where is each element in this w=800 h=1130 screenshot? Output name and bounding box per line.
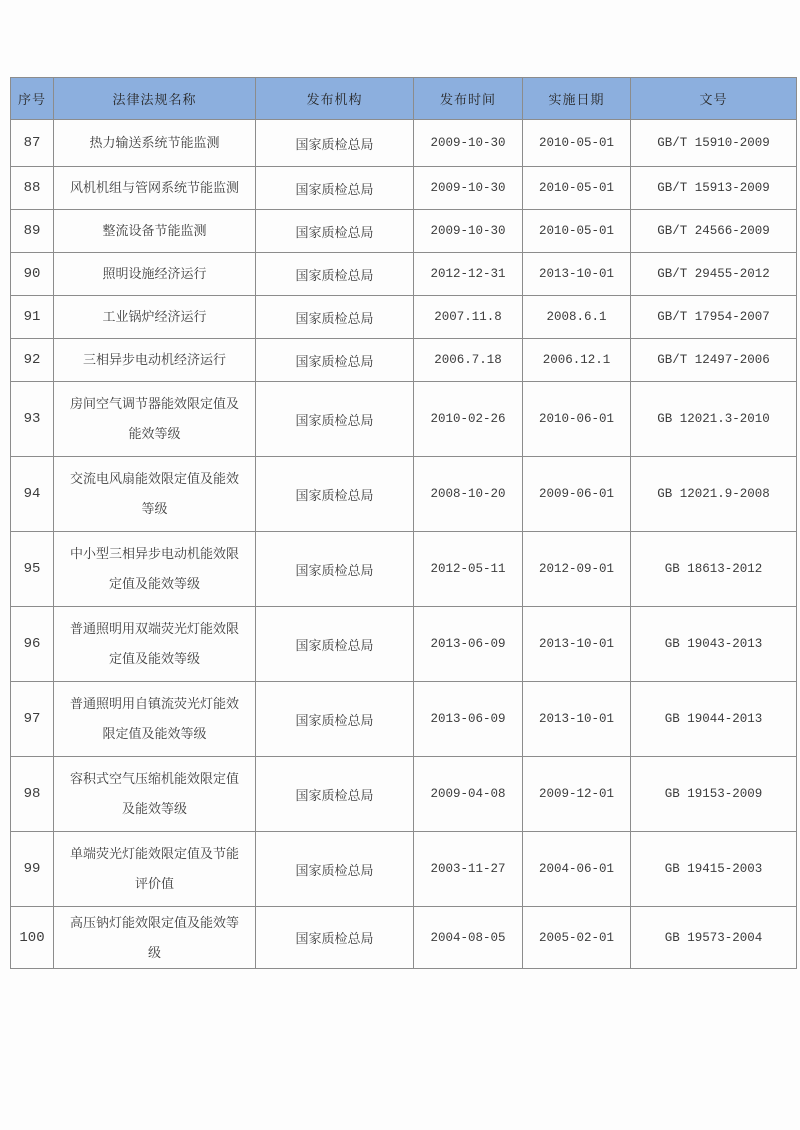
cell-impl_date: 2009-12-01 xyxy=(523,757,631,832)
cell-doc_no: GB/T 15910-2009 xyxy=(631,120,797,167)
cell-seq: 94 xyxy=(11,457,54,532)
table-row xyxy=(11,757,797,832)
cell-agency: 国家质检总局 xyxy=(256,757,414,832)
cell-name: 风机机组与管网系统节能监测 xyxy=(54,167,256,210)
cell-impl_date: 2013-10-01 xyxy=(523,682,631,757)
cell-impl_date: 2009-06-01 xyxy=(523,457,631,532)
cell-doc_no: GB 12021.9-2008 xyxy=(631,457,797,532)
table-row xyxy=(11,682,797,757)
cell-seq: 100 xyxy=(11,907,54,969)
cell-doc_no: GB 19573-2004 xyxy=(631,907,797,969)
cell-name: 普通照明用自镇流荧光灯能效限定值及能效等级 xyxy=(54,682,256,757)
cell-name: 工业锅炉经济运行 xyxy=(54,296,256,339)
cell-agency: 国家质检总局 xyxy=(256,296,414,339)
table-row xyxy=(11,339,797,382)
table-row xyxy=(11,253,797,296)
cell-name: 房间空气调节器能效限定值及能效等级 xyxy=(54,382,256,457)
cell-agency: 国家质检总局 xyxy=(256,682,414,757)
table-row xyxy=(11,832,797,907)
cell-doc_no: GB 19415-2003 xyxy=(631,832,797,907)
cell-name: 单端荧光灯能效限定值及节能评价值 xyxy=(54,832,256,907)
cell-seq: 87 xyxy=(11,120,54,167)
cell-impl_date: 2005-02-01 xyxy=(523,907,631,969)
table-row xyxy=(11,210,797,253)
column-header-pub_date: 发布时间 xyxy=(414,78,523,120)
cell-agency: 国家质检总局 xyxy=(256,907,414,969)
cell-doc_no: GB/T 17954-2007 xyxy=(631,296,797,339)
cell-pub_date: 2009-10-30 xyxy=(414,167,523,210)
regulations-table xyxy=(10,77,797,969)
cell-seq: 93 xyxy=(11,382,54,457)
cell-seq: 92 xyxy=(11,339,54,382)
cell-pub_date: 2009-10-30 xyxy=(414,210,523,253)
column-header-impl_date: 实施日期 xyxy=(523,78,631,120)
table-body xyxy=(11,120,797,969)
cell-agency: 国家质检总局 xyxy=(256,339,414,382)
cell-name: 三相异步电动机经济运行 xyxy=(54,339,256,382)
cell-name: 照明设施经济运行 xyxy=(54,253,256,296)
cell-agency: 国家质检总局 xyxy=(256,832,414,907)
cell-name: 容积式空气压缩机能效限定值及能效等级 xyxy=(54,757,256,832)
table-row xyxy=(11,907,797,969)
cell-name: 整流设备节能监测 xyxy=(54,210,256,253)
cell-doc_no: GB/T 29455-2012 xyxy=(631,253,797,296)
cell-agency: 国家质检总局 xyxy=(256,607,414,682)
cell-impl_date: 2004-06-01 xyxy=(523,832,631,907)
cell-agency: 国家质检总局 xyxy=(256,382,414,457)
cell-agency: 国家质检总局 xyxy=(256,253,414,296)
cell-seq: 95 xyxy=(11,532,54,607)
cell-impl_date: 2013-10-01 xyxy=(523,607,631,682)
column-header-name: 法律法规名称 xyxy=(54,78,256,120)
cell-doc_no: GB 19153-2009 xyxy=(631,757,797,832)
cell-pub_date: 2012-05-11 xyxy=(414,532,523,607)
cell-impl_date: 2012-09-01 xyxy=(523,532,631,607)
cell-seq: 99 xyxy=(11,832,54,907)
cell-name: 中小型三相异步电动机能效限定值及能效等级 xyxy=(54,532,256,607)
cell-doc_no: GB 19044-2013 xyxy=(631,682,797,757)
cell-pub_date: 2010-02-26 xyxy=(414,382,523,457)
cell-seq: 97 xyxy=(11,682,54,757)
cell-doc_no: GB 12021.3-2010 xyxy=(631,382,797,457)
table-row xyxy=(11,607,797,682)
cell-pub_date: 2013-06-09 xyxy=(414,682,523,757)
cell-doc_no: GB 18613-2012 xyxy=(631,532,797,607)
cell-seq: 89 xyxy=(11,210,54,253)
cell-seq: 90 xyxy=(11,253,54,296)
cell-name: 热力输送系统节能监测 xyxy=(54,120,256,167)
cell-pub_date: 2006.7.18 xyxy=(414,339,523,382)
cell-seq: 98 xyxy=(11,757,54,832)
table-row xyxy=(11,532,797,607)
cell-name: 普通照明用双端荧光灯能效限定值及能效等级 xyxy=(54,607,256,682)
cell-pub_date: 2008-10-20 xyxy=(414,457,523,532)
cell-impl_date: 2010-05-01 xyxy=(523,167,631,210)
cell-pub_date: 2012-12-31 xyxy=(414,253,523,296)
cell-agency: 国家质检总局 xyxy=(256,457,414,532)
table-row xyxy=(11,382,797,457)
cell-pub_date: 2013-06-09 xyxy=(414,607,523,682)
cell-agency: 国家质检总局 xyxy=(256,210,414,253)
cell-agency: 国家质检总局 xyxy=(256,532,414,607)
cell-impl_date: 2006.12.1 xyxy=(523,339,631,382)
cell-agency: 国家质检总局 xyxy=(256,120,414,167)
cell-agency: 国家质检总局 xyxy=(256,167,414,210)
cell-name: 交流电风扇能效限定值及能效等级 xyxy=(54,457,256,532)
cell-impl_date: 2010-06-01 xyxy=(523,382,631,457)
cell-pub_date: 2003-11-27 xyxy=(414,832,523,907)
column-header-seq: 序号 xyxy=(11,78,54,120)
column-header-doc_no: 文号 xyxy=(631,78,797,120)
cell-pub_date: 2004-08-05 xyxy=(414,907,523,969)
table-row xyxy=(11,457,797,532)
cell-doc_no: GB/T 15913-2009 xyxy=(631,167,797,210)
table-header xyxy=(11,78,797,120)
cell-impl_date: 2008.6.1 xyxy=(523,296,631,339)
cell-pub_date: 2009-10-30 xyxy=(414,120,523,167)
table-row xyxy=(11,120,797,167)
cell-pub_date: 2007.11.8 xyxy=(414,296,523,339)
table-row xyxy=(11,167,797,210)
cell-seq: 91 xyxy=(11,296,54,339)
table-row xyxy=(11,296,797,339)
cell-doc_no: GB/T 24566-2009 xyxy=(631,210,797,253)
cell-doc_no: GB 19043-2013 xyxy=(631,607,797,682)
header-row xyxy=(11,78,797,120)
cell-impl_date: 2010-05-01 xyxy=(523,120,631,167)
cell-name: 高压钠灯能效限定值及能效等级 xyxy=(54,907,256,969)
cell-impl_date: 2010-05-01 xyxy=(523,210,631,253)
cell-impl_date: 2013-10-01 xyxy=(523,253,631,296)
cell-seq: 96 xyxy=(11,607,54,682)
cell-seq: 88 xyxy=(11,167,54,210)
column-header-agency: 发布机构 xyxy=(256,78,414,120)
cell-doc_no: GB/T 12497-2006 xyxy=(631,339,797,382)
cell-pub_date: 2009-04-08 xyxy=(414,757,523,832)
